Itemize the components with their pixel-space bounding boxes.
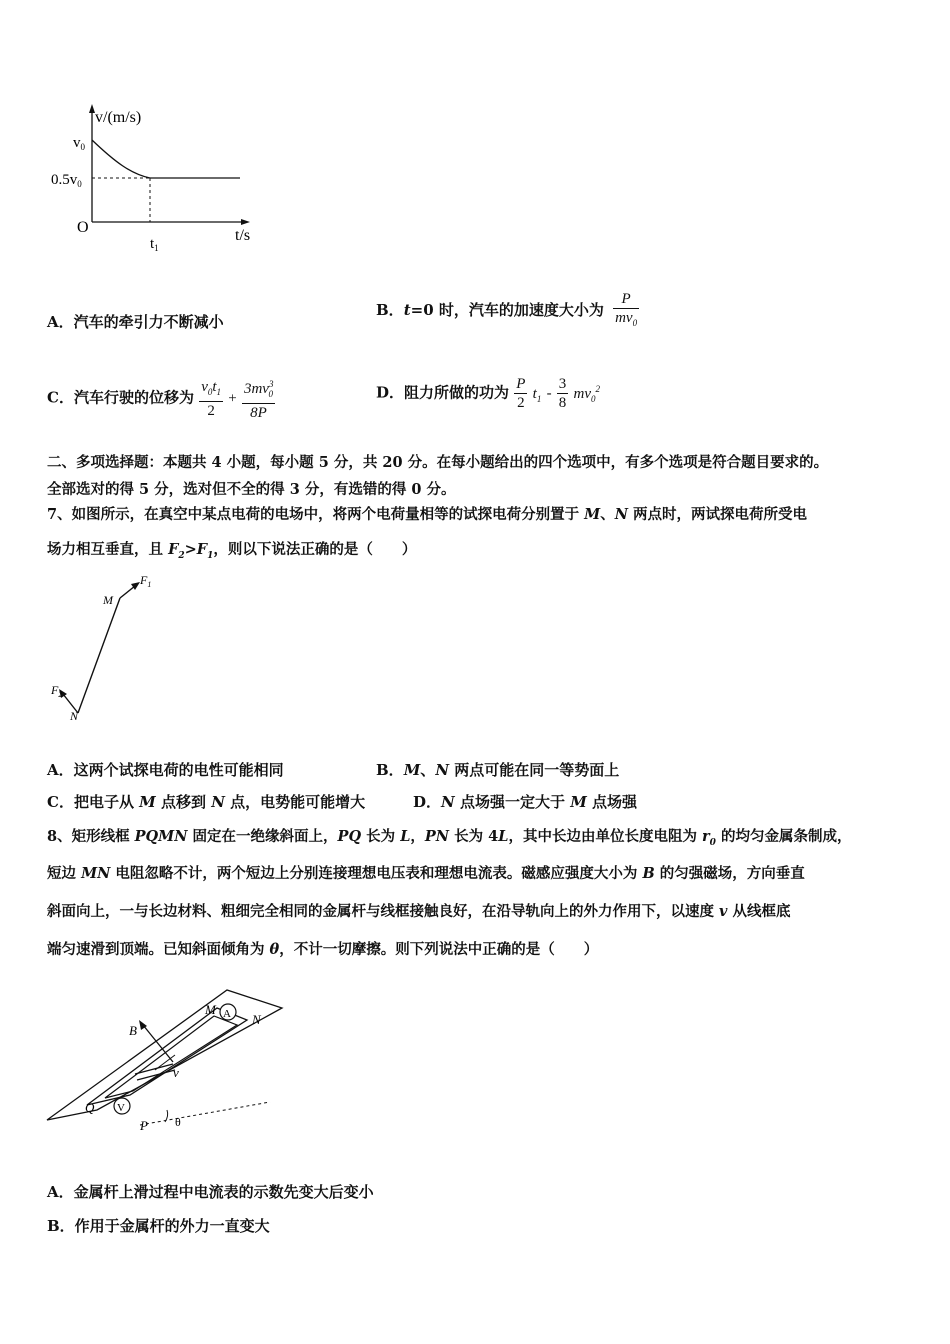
q8-fig-m-label: M: [205, 1002, 216, 1017]
frame-outer: [87, 1008, 247, 1105]
incline-plate: [47, 990, 282, 1120]
y-axis-label: v/(m/s): [95, 109, 142, 126]
q7-fig-f1-label: $F_1$: [140, 573, 152, 589]
q7-stem-line2: 场力相互垂直，且 $F_2>F_1$，则以下说法正确的是（ ）: [47, 541, 417, 561]
velocity-time-graph: [45, 100, 275, 260]
t1-label: $t_1$: [150, 236, 159, 253]
q7-fig-m-label: M: [103, 593, 113, 607]
incline-base-dashed: [140, 1102, 270, 1125]
q7-option-a: A．这两个试探电荷的电性可能相同: [47, 761, 284, 779]
q8-fig-p-label: P: [140, 1118, 148, 1133]
q8-fig-q-label: Q: [85, 1100, 95, 1115]
v0-label: $v_0$: [73, 135, 85, 152]
q7-option-c: C．把电子从 M 点移到 N 点，电势能可能增大: [47, 793, 366, 811]
q7-option-d: D．N 点场强一定大于 M 点场强: [413, 793, 638, 811]
q8-fig-theta-label: θ: [175, 1115, 181, 1129]
q8-option-b: B．作用于金属杆的外力一直变大: [47, 1217, 270, 1235]
q8-stem-line2: 短边 MN 电阻忽略不计，两个短边上分别连接理想电压表和理想电流表。磁感应强度大小为 B 的匀强磁场，方向垂直: [47, 865, 805, 882]
q6-d-fraction-2: $\frac{3}{8}$: [558, 376, 567, 411]
q8-figure: [45, 980, 285, 1140]
half-v0-label: $0.5v_0$: [51, 172, 82, 189]
q8-option-a: A．金属杆上滑过程中电流表的示数先变大后变小: [47, 1183, 374, 1201]
q8-stem-line3: 斜面向上，一与长边材料、粗细完全相同的金属杆与线框接触良好，在沿导轨向上的外力作用下，以速度 v 从线框底: [47, 903, 791, 920]
q6-b-fraction: $\frac{P}{mv_0}$: [615, 291, 638, 328]
frame-inner: [105, 1016, 237, 1098]
q8-stem-line1: 8、矩形线框 PQMN 固定在一绝缘斜面上，PQ 长为 L，PN 长为 4L，其中长边由单位长度电阻为 $r_0$ 的均匀金属条制成，: [47, 828, 852, 848]
q8-fig-v-label: v: [173, 1065, 179, 1080]
mn-line: [78, 598, 120, 713]
q6-d-fraction-1: $\frac{P}{2}$: [516, 376, 526, 411]
q6-c-fraction-2: $\frac{3mv^3_0}{8P}$: [242, 375, 275, 422]
q6-option-d: D．阻力所做的功为 $\frac{P}{2}$ $t_1$ - $\frac{3}{8}$ $mv_0^2$: [376, 376, 601, 411]
q6-option-a: A．汽车的牵引力不断减小: [47, 313, 224, 331]
section2-header-line1: 二、多项选择题：本题共 4 小题，每小题 5 分，共 20 分。在每小题给出的四个选项中，有多个选项是符合题目要求的。: [47, 454, 829, 471]
section2-header-line2: 全部选对的得 5 分，选对但不全的得 3 分，有选错的得 0 分。: [47, 481, 456, 498]
q7-figure: [45, 568, 165, 728]
x-axis-arrow: [241, 219, 250, 225]
q8-fig-n-label: N: [252, 1012, 261, 1027]
q8-fig-b-label: B: [129, 1023, 137, 1038]
x-axis-label: t/s: [235, 227, 251, 244]
q7-option-b: B．M、N 两点可能在同一等势面上: [376, 761, 620, 779]
q8-stem-line4: 端匀速滑到顶端。已知斜面倾角为 θ，不计一切摩擦。则下列说法中正确的是（ ）: [47, 941, 599, 958]
velocity-curve: [92, 140, 150, 178]
q7-fig-n-label: N: [70, 709, 79, 723]
q6-option-c: C．汽车行驶的位移为 $\frac{v_0t_1}{2}$ + $\frac{3mv^3_0}{8P}$: [47, 375, 275, 422]
q6-option-b: B．t=0 时，汽车的加速度大小为 $\frac{P}{mv_0}$: [376, 290, 639, 332]
f1-arrow: [120, 586, 135, 598]
voltmeter-label: V: [117, 1102, 125, 1114]
q7-stem-line1: 7、如图所示，在真空中某点电荷的电场中，将两个电荷量相等的试探电荷分别置于 M、N 两点时，两试探电荷所受电: [47, 506, 808, 523]
q7-fig-f2-label: $F_2$: [51, 683, 63, 699]
q6-c-fraction-1: $\frac{v_0t_1}{2}$: [201, 378, 222, 419]
ammeter-label: A: [223, 1008, 231, 1020]
origin-label: O: [77, 219, 89, 236]
